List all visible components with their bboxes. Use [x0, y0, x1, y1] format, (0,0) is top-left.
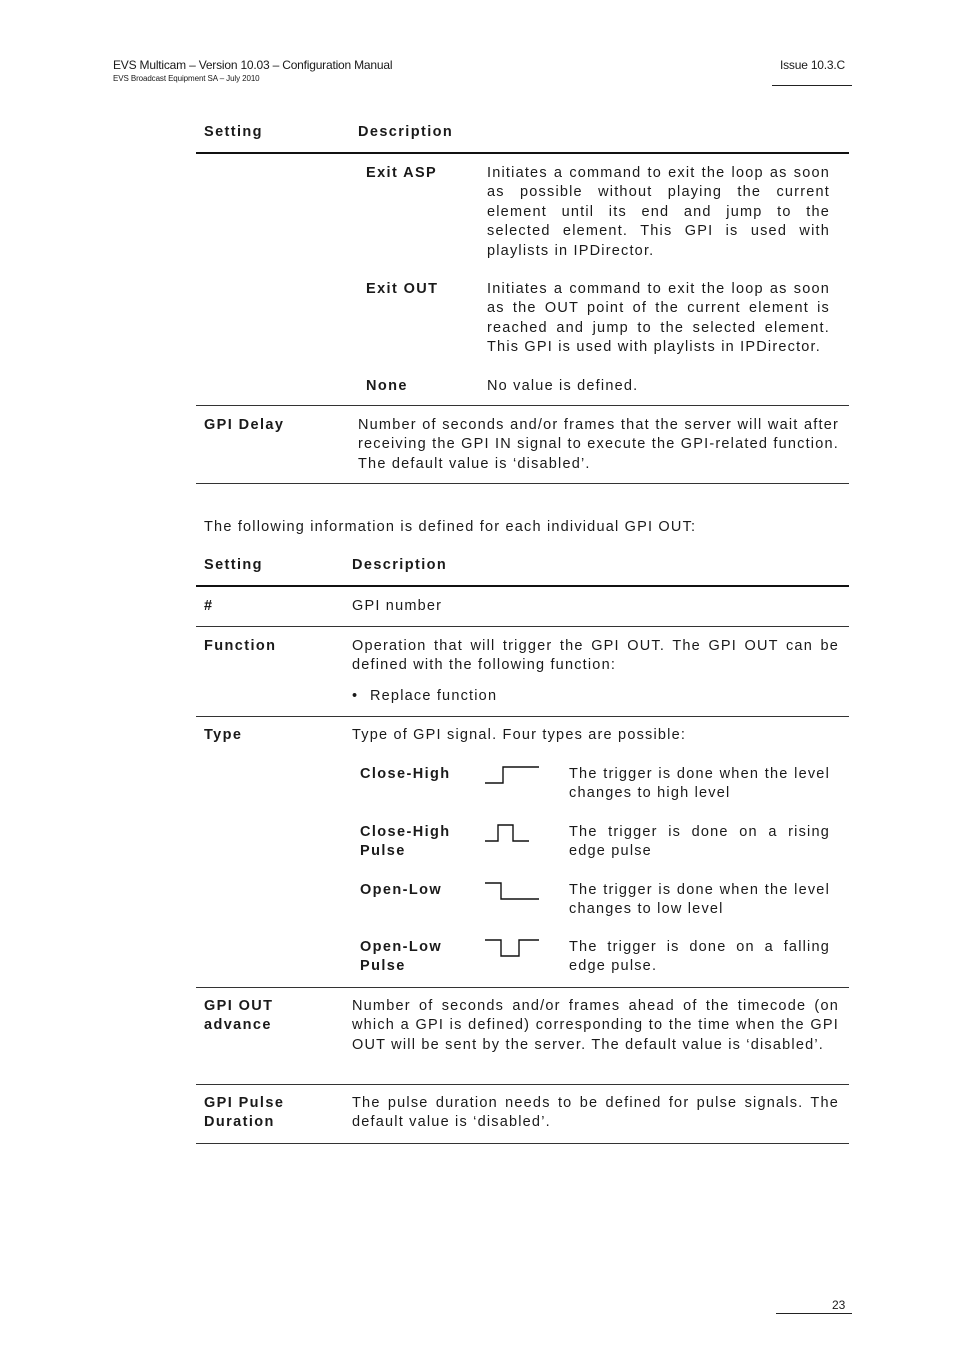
- setting-type: Type: [204, 727, 243, 743]
- type-name-close-high-pulse: [360, 823, 451, 862]
- option-name-exit-out: Exit OUT: [366, 281, 439, 297]
- option-desc-none: No value is defined.: [487, 378, 639, 394]
- setting-gpi-out-advance: [204, 997, 273, 1036]
- option-desc-exit-out: Initiates a command to exit the loop as soon as the OUT point of the current element is reached and jump to the selected element. This GPI is used with playlists in IPDirector.: [487, 281, 830, 356]
- falling-pulse-icon: [483, 937, 541, 959]
- table2-rule-1: [196, 626, 849, 627]
- rising-pulse-icon: [483, 822, 533, 844]
- type-name-open-low-pulse: [360, 938, 442, 977]
- setting-line2: Duration: [204, 1114, 275, 1131]
- type-desc-open-low: The trigger is done when the level changes to low level: [569, 882, 830, 918]
- table2-bottom-rule: [196, 1143, 849, 1144]
- table2-rule-2: [196, 716, 849, 717]
- setting-function: Function: [204, 638, 277, 654]
- table1-bottom-rule: [196, 483, 849, 484]
- desc-gpi-pulse-duration: The pulse duration needs to be defined for pulse signals. The default value is ‘disabled’.: [352, 1095, 839, 1131]
- table1-description-header: Description: [358, 124, 454, 140]
- document-subtitle: EVS Broadcast Equipment SA – July 2010: [113, 74, 260, 83]
- setting-line1: GPI Pulse: [204, 1095, 285, 1111]
- setting-line1: GPI OUT: [204, 998, 274, 1014]
- table2-header-rule: [196, 585, 849, 587]
- table2-rule-3: [196, 987, 849, 988]
- desc-type: Type of GPI signal. Four types are possible:: [352, 727, 687, 743]
- type-name-line2: Pulse: [360, 843, 406, 860]
- desc-function: Operation that will trigger the GPI OUT. The GPI OUT can be defined with the following function:: [352, 638, 839, 674]
- table1-row-rule: [196, 405, 849, 406]
- type-desc-close-high: The trigger is done when the level changes to high level: [569, 766, 830, 802]
- desc-gpi-delay: Number of seconds and/or frames that the server will wait after receiving the GPI IN signal to execute the GPI-related function. The default value is ‘disabled’.: [358, 417, 839, 472]
- page-number: 23: [832, 1298, 846, 1312]
- type-name-close-high: Close-High: [360, 766, 451, 782]
- footer-rule: [776, 1313, 852, 1314]
- rising-step-icon: [483, 764, 541, 786]
- desc-gpi-number: GPI number: [352, 598, 443, 614]
- table2-description-header: Description: [352, 557, 448, 573]
- type-name-line1: Open-Low: [360, 939, 443, 955]
- option-name-exit-asp: Exit ASP: [366, 165, 438, 181]
- bullet-text: Replace function: [370, 688, 498, 704]
- table1-setting-header: Setting: [204, 124, 263, 140]
- type-name-line1: Close-High: [360, 824, 451, 840]
- intro-paragraph: The following information is defined for each individual GPI OUT:: [204, 519, 697, 535]
- header-rule: [772, 85, 852, 86]
- function-bullet-item: [352, 687, 497, 706]
- type-name-line2: Pulse: [360, 958, 406, 975]
- falling-step-icon: [483, 880, 541, 902]
- type-name-open-low: Open-Low: [360, 882, 443, 898]
- setting-gpi-pulse-duration: [204, 1094, 284, 1133]
- setting-gpi-delay: GPI Delay: [204, 417, 285, 433]
- document-title: EVS Multicam – Version 10.03 – Configuration Manual: [113, 58, 393, 72]
- option-name-none: None: [366, 378, 408, 394]
- table1-header-rule: [196, 152, 849, 154]
- option-desc-exit-asp: Initiates a command to exit the loop as soon as possible without playing the current element until its end and jump to the selected element. This GPI is used with playlists in IPDirector.: [487, 165, 830, 259]
- table2-rule-4: [196, 1084, 849, 1085]
- bullet-icon: •: [352, 688, 359, 704]
- type-desc-close-high-pulse: The trigger is done on a rising edge pulse: [569, 824, 830, 860]
- setting-gpi-number: #: [204, 598, 214, 614]
- issue-label: Issue 10.3.C: [780, 58, 845, 72]
- table2-setting-header: Setting: [204, 557, 263, 573]
- type-desc-open-low-pulse: The trigger is done on a falling edge pulse.: [569, 939, 830, 975]
- desc-gpi-out-advance: Number of seconds and/or frames ahead of the timecode (on which a GPI is defined) corresponding to the time when the GPI OUT will be sent by the server. The default value is ‘disabled’.: [352, 998, 839, 1053]
- setting-line2: advance: [204, 1017, 272, 1034]
